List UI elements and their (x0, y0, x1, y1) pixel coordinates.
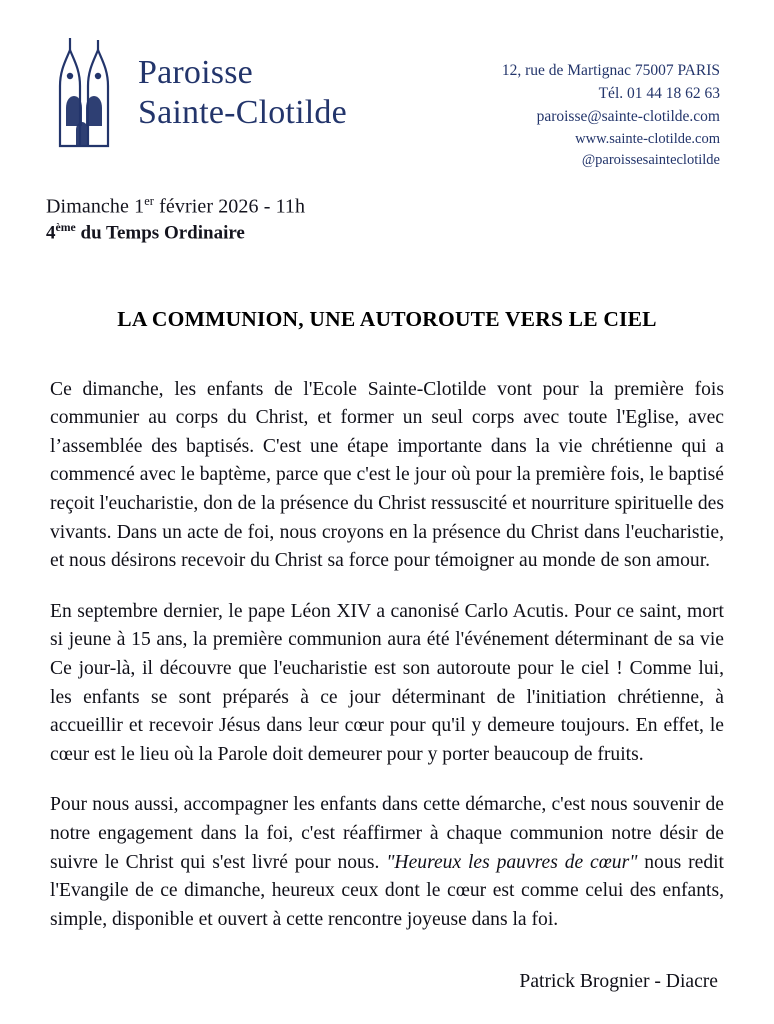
contact-address: 12, rue de Martignac 75007 PARIS (501, 62, 720, 79)
contact-social[interactable]: @paroissesainteclotilde (581, 152, 720, 169)
article-body (46, 376, 728, 997)
mass-date-prefix: Dimanche 1 (46, 195, 145, 218)
parish-name-line1: Paroisse (138, 53, 253, 91)
church-facade-icon (46, 34, 122, 152)
parish-name (138, 53, 347, 133)
mass-date (46, 194, 728, 219)
paragraph-3-part-1: Pour nous aussi, accompagner les enfants dans cette démarche, c'est nous souvenir de notre engagement dans la foi, c'est réaffirmer à chaque communion notre désir de suivre le Christ qui s'est livré pour nous. (50, 794, 724, 873)
contact-website[interactable]: www.sainte-clotilde.com (575, 130, 720, 147)
contact-block (502, 28, 728, 172)
gospel-quote: "Heureux les pauvres de cœur" (386, 851, 638, 873)
article-paragraph-2: En septembre dernier, le pape Léon XIV a canonisé Carlo Acutis. Pour ce saint, mort si jeune à 15 ans, la première communion aura été l'événement déterminant de sa vie Ce jour-là, il découvre que l'eucharistie est son autoroute pour le ciel ! Comme lui, les enfants se sont préparés à ce jour déterminant de l'initiation chrétienne, à accueillir et recevoir Jésus dans leur cœur pour qu'il y demeure toujours. En effet, le cœur est le lieu où la Parole doit demeurer pour y porter beaucoup de fruits. (50, 600, 724, 765)
article-signature: Patrick Brognier - Diacre (519, 971, 718, 993)
date-block (46, 194, 728, 245)
article-paragraph-3 (50, 791, 724, 934)
paragraph-3-part-2: nous redit l'Evangile de ce dimanche, heureux ceux dont le cœur est comme celui des enfants, simple, disponible et ouvert à cette rencontre joyeuse dans la foi. (50, 851, 725, 930)
article-title: LA COMMUNION, UNE AUTOROUTE VERS LE CIEL (117, 306, 657, 331)
mass-date-ordinal: er (144, 193, 155, 208)
contact-email[interactable]: paroisse@sainte-clotilde.com (536, 107, 720, 125)
mass-date-suffix: février 2026 - 11h (154, 195, 306, 218)
article-paragraph-1: Ce dimanche, les enfants de l'Ecole Sainte-Clotilde vont pour la première fois communier au corps du Christ, et former un seul corps avec toute l'Eglise, avec l’assemblée des baptisés. C'est une étape importante dans la vie chrétienne qui a commencé avec le baptème, parce que c'est le jour où pour la première fois, le baptisé reçoit l'eucharistie, don de la présence du Christ ressuscité et nourriture spirituelle des vivants. Dans un acte de foi, nous croyons en la présence du Christ dans l'eucharistie, et nous désirons recevoir du Christ sa force pour témoigner au monde de son amour. (50, 378, 724, 572)
parish-name-line2: Sainte-Clotilde (138, 94, 347, 131)
document-header (46, 28, 728, 172)
contact-phone: Tél. 01 44 18 62 63 (598, 84, 720, 102)
liturgical-sunday-label: du Temps Ordinaire (75, 222, 245, 244)
liturgical-sunday-number: 4 (46, 222, 56, 244)
parish-branding (46, 28, 347, 152)
liturgical-sunday (46, 221, 728, 244)
liturgical-sunday-ordinal: ème (55, 221, 76, 235)
